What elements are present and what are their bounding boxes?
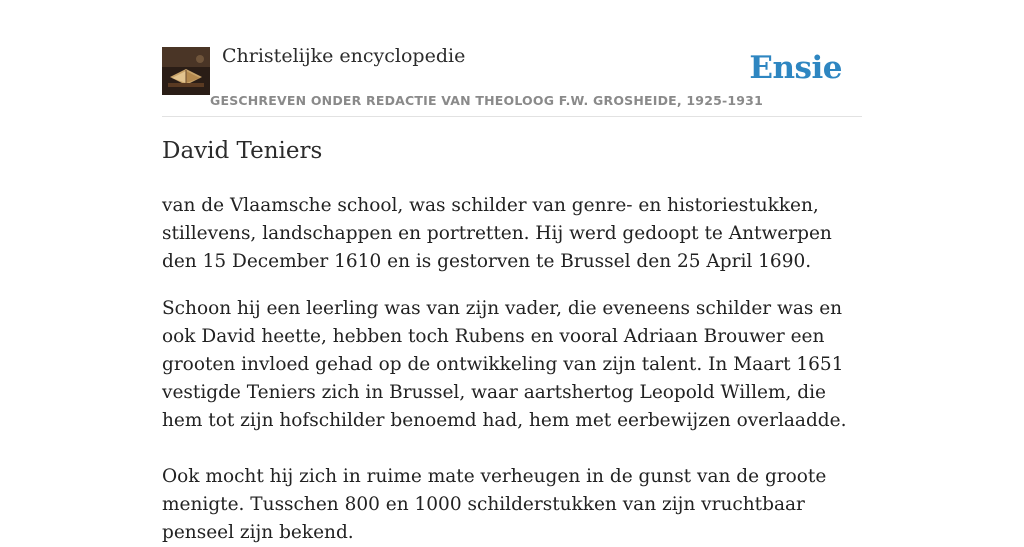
ensie-logo[interactable]: Ensie (749, 50, 842, 86)
article-paragraph: Ook mocht hij zich in ruime mate verheugen in de gunst van de groote menigte. Tusschen 800 en 1000 schilderstukken van zijn vruchtbaar penseel zijn bekend. (162, 466, 827, 543)
encyclopedia-title[interactable]: Christelijke encyclopedie (222, 45, 466, 67)
article-paragraph: Schoon hij een leerling was van zijn vader, die eveneens schilder was en ook David heette, hebben toch Rubens en vooral Adriaan Brouwer een grooten invloed gehad op de ontwikkeling van zijn talent. In Maart 1651 vestigde Teniers zich in Brussel, waar aartshertog Leopold Willem, die hem tot zijn hofschilder benoemd had, hem met eerbewijzen overlaadde. (162, 298, 847, 431)
open-book-image-icon (162, 47, 210, 95)
encyclopedia-subtitle: GESCHREVEN ONDER REDACTIE VAN THEOLOOG F.W. GROSHEIDE, 1925-1931 (210, 93, 763, 108)
page (162, 0, 862, 543)
article-paragraph: van de Vlaamsche school, was schilder van genre- en historiestukken, stillevens, landschappen en portretten. Hij werd gedoopt te Antwerpen den 15 December 1610 en is gestorven te Brussel den 25 April 1690. (162, 195, 832, 272)
article-title: David Teniers (162, 138, 323, 164)
site-header (162, 0, 862, 117)
encyclopedia-avatar[interactable] (162, 47, 210, 95)
